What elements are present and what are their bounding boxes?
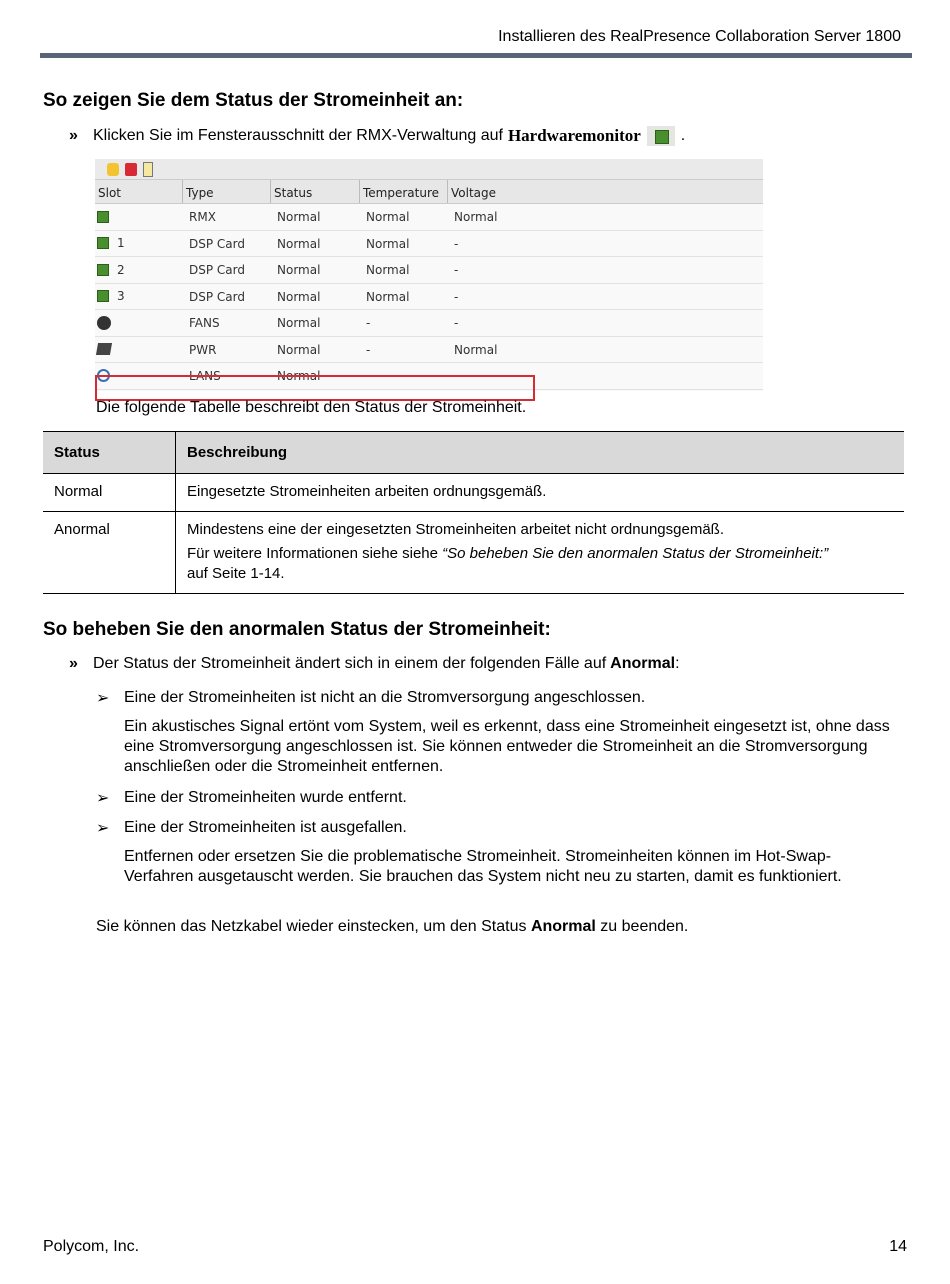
bullet-marker: » xyxy=(69,127,78,144)
hardware-monitor-icon xyxy=(647,126,675,146)
description-cell: Eingesetzte Stromeinheiten arbeiten ordnungsgemäß. xyxy=(176,474,905,512)
type-cell: DSP Card xyxy=(189,289,245,304)
col-slot: Slot xyxy=(95,180,183,203)
closing-note xyxy=(96,917,688,937)
voltage-cell: Normal xyxy=(454,342,498,357)
arrow-marker: ➢ xyxy=(96,820,110,837)
status-cell: Normal xyxy=(277,263,321,277)
power-icon xyxy=(96,343,112,355)
status-cell: Normal xyxy=(277,210,321,224)
voltage-cell: Normal xyxy=(454,210,498,224)
temperature-cell: - xyxy=(366,369,371,383)
arrow-marker: ➢ xyxy=(96,790,110,807)
table-row xyxy=(95,231,763,258)
board-icon xyxy=(97,237,109,249)
condition-text: Der Status der Stromeinheit ändert sich in einem der folgenden Fälle auf xyxy=(93,655,607,672)
instruction-end: . xyxy=(680,127,686,144)
closing-prefix: Sie können das Netzkabel wieder einstecken, um den Status xyxy=(96,918,527,935)
voltage-cell: - xyxy=(454,316,459,330)
instruction-text: Klicken Sie im Fensterausschnitt der RMX-Verwaltung auf xyxy=(93,127,503,144)
slot-number: 2 xyxy=(117,262,125,277)
case-item-2: Eine der Stromeinheiten wurde entfernt. xyxy=(124,789,407,806)
temperature-cell: Normal xyxy=(366,263,410,277)
ref-link[interactable]: “So beheben Sie den anormalen Status der Stromeinheit:” xyxy=(442,545,829,562)
footer-company: Polycom, Inc. xyxy=(43,1238,140,1255)
page-header-title: Installieren des RealPresence Collaboration Server 1800 xyxy=(498,28,901,45)
type-cell: RMX xyxy=(189,210,216,224)
closing-suffix: zu beenden. xyxy=(600,918,689,935)
table-row-normal xyxy=(43,474,904,512)
case-item-3: Eine der Stromeinheiten ist ausgefallen. xyxy=(124,819,407,836)
table-caption: Die folgende Tabelle beschreibt den Status der Stromeinheit. xyxy=(96,399,527,416)
arrow-marker: ➢ xyxy=(96,690,110,707)
slot-number: 3 xyxy=(117,289,125,304)
yellow-star-icon xyxy=(107,163,119,176)
board-icon xyxy=(97,211,109,223)
table-row xyxy=(95,310,763,337)
instruction-bullet xyxy=(69,126,685,146)
table-row-anormal xyxy=(43,512,904,594)
bullet-marker: » xyxy=(69,655,78,672)
status-cell: Normal xyxy=(277,342,321,357)
header-rule xyxy=(40,53,912,58)
status-description-table xyxy=(43,431,904,594)
cross-reference xyxy=(187,544,893,584)
screenshot-table-header xyxy=(95,180,763,204)
hardware-monitor-screenshot xyxy=(95,159,763,391)
col-temperature: Temperature xyxy=(360,180,448,203)
table-row xyxy=(95,204,763,231)
description-text: Mindestens eine der eingesetzten Stromeinheiten arbeitet nicht ordnungsgemäß. xyxy=(187,521,724,538)
case-item-1: Eine der Stromeinheiten ist nicht an die Stromversorgung angeschlossen. xyxy=(124,689,646,706)
table-row xyxy=(95,257,763,284)
voltage-cell: - xyxy=(454,236,459,251)
temperature-cell: Normal xyxy=(366,289,410,304)
screenshot-toolbar xyxy=(95,159,763,180)
type-cell: DSP Card xyxy=(189,236,245,251)
closing-bold: Anormal xyxy=(530,918,596,935)
temperature-cell: - xyxy=(366,316,371,330)
thermometer-icon xyxy=(143,162,153,177)
col-status: Status xyxy=(271,180,360,203)
header-description: Beschreibung xyxy=(176,432,905,474)
status-cell: Normal xyxy=(277,236,321,251)
temperature-cell: Normal xyxy=(366,236,410,251)
status-cell: Normal xyxy=(277,289,321,304)
board-icon xyxy=(97,264,109,276)
case-item-1-detail: Ein akustisches Signal ertönt vom System, weil es erkennt, dass eine Stromeinheit eingesetzt ist, ohne dass eine Stromversorgung angeschlossen ist. Sie können entweder die Stromeinheit an die Stromversorgung anschließen oder die Stromeinheit entfernen. xyxy=(124,718,890,775)
condition-end: : xyxy=(675,655,680,672)
fan-icon xyxy=(97,316,111,330)
status-cell: Normal xyxy=(43,474,176,512)
status-cell: Normal xyxy=(277,316,321,330)
type-cell: DSP Card xyxy=(189,263,245,277)
col-type: Type xyxy=(183,180,271,203)
header-status: Status xyxy=(43,432,176,474)
case-item-3-detail: Entfernen oder ersetzen Sie die problematische Stromeinheit. Stromeinheiten können im Hot-Swap-Verfahren ausgetauscht werden. Sie brauchen das System nicht neu zu starten, damit es funktioniert. xyxy=(124,848,842,885)
type-cell: FANS xyxy=(189,316,220,330)
red-stop-icon xyxy=(125,163,137,176)
type-cell: LANS xyxy=(189,369,221,383)
voltage-cell: - xyxy=(454,263,459,277)
table-row-pwr xyxy=(95,337,763,364)
board-icon xyxy=(97,290,109,302)
ref-suffix: auf Seite 1-14. xyxy=(187,565,285,582)
table-header-row xyxy=(43,432,904,474)
temperature-cell: - xyxy=(366,342,371,357)
voltage-cell: - xyxy=(454,289,459,304)
footer-page-number: 14 xyxy=(889,1238,907,1255)
ref-prefix: Für weitere Informationen siehe siehe xyxy=(187,545,443,562)
slot-number: 1 xyxy=(117,236,125,251)
voltage-cell: - xyxy=(454,369,459,383)
type-cell: PWR xyxy=(189,342,217,357)
screenshot-rows xyxy=(95,204,763,390)
hardwaremonitor-label: Hardwaremonitor xyxy=(507,126,641,145)
section-heading-show-status: So zeigen Sie dem Status der Stromeinheit an: xyxy=(43,90,464,111)
condition-bullet xyxy=(69,655,680,673)
anormal-label: Anormal xyxy=(610,655,676,672)
status-cell: Anormal xyxy=(43,512,176,594)
col-voltage: Voltage xyxy=(451,186,497,200)
description-cell xyxy=(176,512,905,594)
temperature-cell: Normal xyxy=(366,210,410,224)
status-cell: Normal xyxy=(277,369,321,383)
section-heading-fix-status: So beheben Sie den anormalen Status der Stromeinheit: xyxy=(43,619,551,640)
table-row xyxy=(95,284,763,311)
